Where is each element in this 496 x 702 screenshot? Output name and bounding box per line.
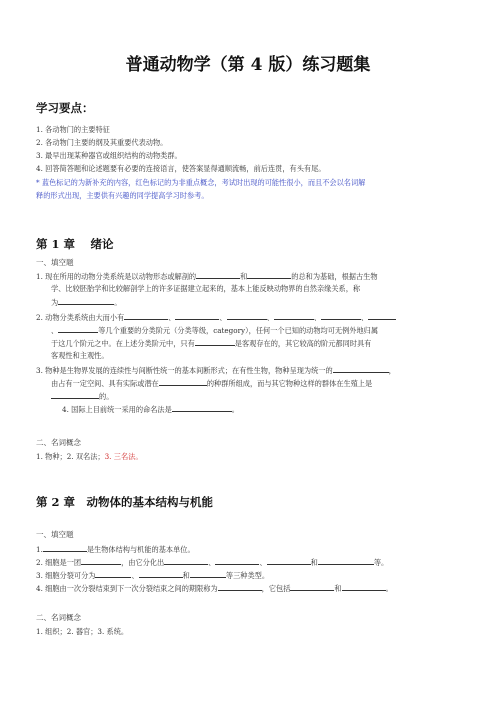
answer-blank[interactable] xyxy=(51,390,99,399)
ch1-term-label: 二、名词概念 xyxy=(36,438,81,447)
answer-blank[interactable] xyxy=(267,556,311,565)
answer-blank[interactable] xyxy=(58,324,98,333)
ch1-q3-line2: 由占有一定空间、具有实际或潜在 的种群所组成，而与其它物种这样的群体在生殖上是 xyxy=(51,379,373,388)
study-point-4: 4. 回答简答题和论述题要有必要的连接语言，使答案显得通顺流畅，前后连贯，有头有尾。 xyxy=(36,164,326,173)
ch1-q2-line1: 2. 动物分类系统由大而小有 、 、 、 、 、 xyxy=(36,311,464,324)
chapter-1-heading: 第 1 章 绪论 xyxy=(36,237,114,251)
study-point-3: 3. 最早出现某种器官或组织结构的动物类群。 xyxy=(36,151,182,160)
answer-blank[interactable] xyxy=(58,296,114,305)
answer-blank[interactable] xyxy=(227,311,267,320)
ch2-q3: 3. 细胞分裂可分为 、 和 等三种类型。 xyxy=(36,571,270,580)
answer-blank[interactable] xyxy=(247,270,291,279)
answer-blank[interactable] xyxy=(368,311,396,320)
ch1-fill-label: 一、填空题 xyxy=(36,258,74,267)
ch1-q1-line1: 1. 现在所用的动物分类系统是以动物形态或解剖的 和 的总和为基础，根据古生物 xyxy=(36,272,378,281)
answer-blank[interactable] xyxy=(333,364,389,373)
answer-blank[interactable] xyxy=(190,569,226,578)
ch1-q4: 4. 国际上目前统一采用的命名法是 。 xyxy=(62,405,239,414)
answer-blank[interactable] xyxy=(124,311,168,320)
ch2-terms: 1. 组织；2. 器官；3. 系统。 xyxy=(36,627,129,636)
answer-blank[interactable] xyxy=(215,556,259,565)
ch1-q3-line1: 3. 物种是生物界发展的连续性与间断性统一的基本间断形式；在有性生物，物种呈现为统一的 ， xyxy=(36,366,396,375)
answer-blank[interactable] xyxy=(172,403,232,412)
ch1-q1-line2: 学、比较胚胎学和比较解剖学上的许多证据建立起来的，基本上能反映动物界的自然亲缘关系，称 xyxy=(51,284,361,293)
answer-blank[interactable] xyxy=(274,311,314,320)
ch1-q2-line2: 、 等几个重要的分类阶元（分类等级，category），任何一个已知的动物均可无例外地归属 xyxy=(51,326,379,335)
chapter-2-heading: 第 2 章 动物体的基本结构与机能 xyxy=(36,495,214,509)
ch1-q2-line4: 客观性和主观性。 xyxy=(51,351,109,360)
answer-blank[interactable] xyxy=(43,543,87,552)
ch2-q2: 2. 细胞是一团 ，由它分化出 、 、 和 等。 xyxy=(36,558,389,567)
answer-blank[interactable] xyxy=(139,569,183,578)
color-note-line-1: * 蓝色标记的为新补充的内容，红色标记的为非重点概念，考试时出现的可能性很小，而且不会以名词解 xyxy=(36,178,366,187)
ch2-fill-label: 一、填空题 xyxy=(36,530,74,539)
ch2-q1: 1. 是生物体结构与机能的基本单位。 xyxy=(36,545,195,554)
study-point-2: 2. 各动物门主要的纲及其重要代表动物。 xyxy=(36,138,168,147)
page-title: 普通动物学（第 4 版）练习题集 xyxy=(125,55,371,75)
study-point-1: 1. 各动物门的主要特征 xyxy=(36,125,110,134)
answer-blank[interactable] xyxy=(81,556,121,565)
ch2-q4: 4. 细胞由一次分裂结束到下一次分裂结束之间的期限称为 ，它包括 和 。 xyxy=(36,584,393,593)
ch1-q1-line3: 为 。 xyxy=(51,298,122,307)
answer-blank[interactable] xyxy=(164,556,208,565)
answer-blank[interactable] xyxy=(318,556,374,565)
answer-blank[interactable] xyxy=(321,311,361,320)
answer-blank[interactable] xyxy=(218,582,262,591)
ch1-q2-line3: 于这几个阶元之中。在上述分类阶元中，只有 是客观存在的，其它较高的阶元都同时具有 xyxy=(51,339,372,348)
answer-blank[interactable] xyxy=(342,582,386,591)
answer-blank[interactable] xyxy=(175,311,219,320)
ch2-term-label: 二、名词概念 xyxy=(36,613,81,622)
answer-blank[interactable] xyxy=(195,337,235,346)
color-note-line-2: 释的形式出现，主要供有兴趣的同学提高学习时参考。 xyxy=(36,191,209,200)
answer-blank[interactable] xyxy=(290,582,334,591)
ch1-q3-line3: 的。 xyxy=(51,390,463,403)
ch1-terms: 1. 物种；2. 双名法；3. 三名法。 xyxy=(36,452,143,461)
answer-blank[interactable] xyxy=(95,569,131,578)
study-points-heading: 学习要点： xyxy=(36,101,94,115)
answer-blank[interactable] xyxy=(196,270,240,279)
answer-blank[interactable] xyxy=(159,377,207,386)
